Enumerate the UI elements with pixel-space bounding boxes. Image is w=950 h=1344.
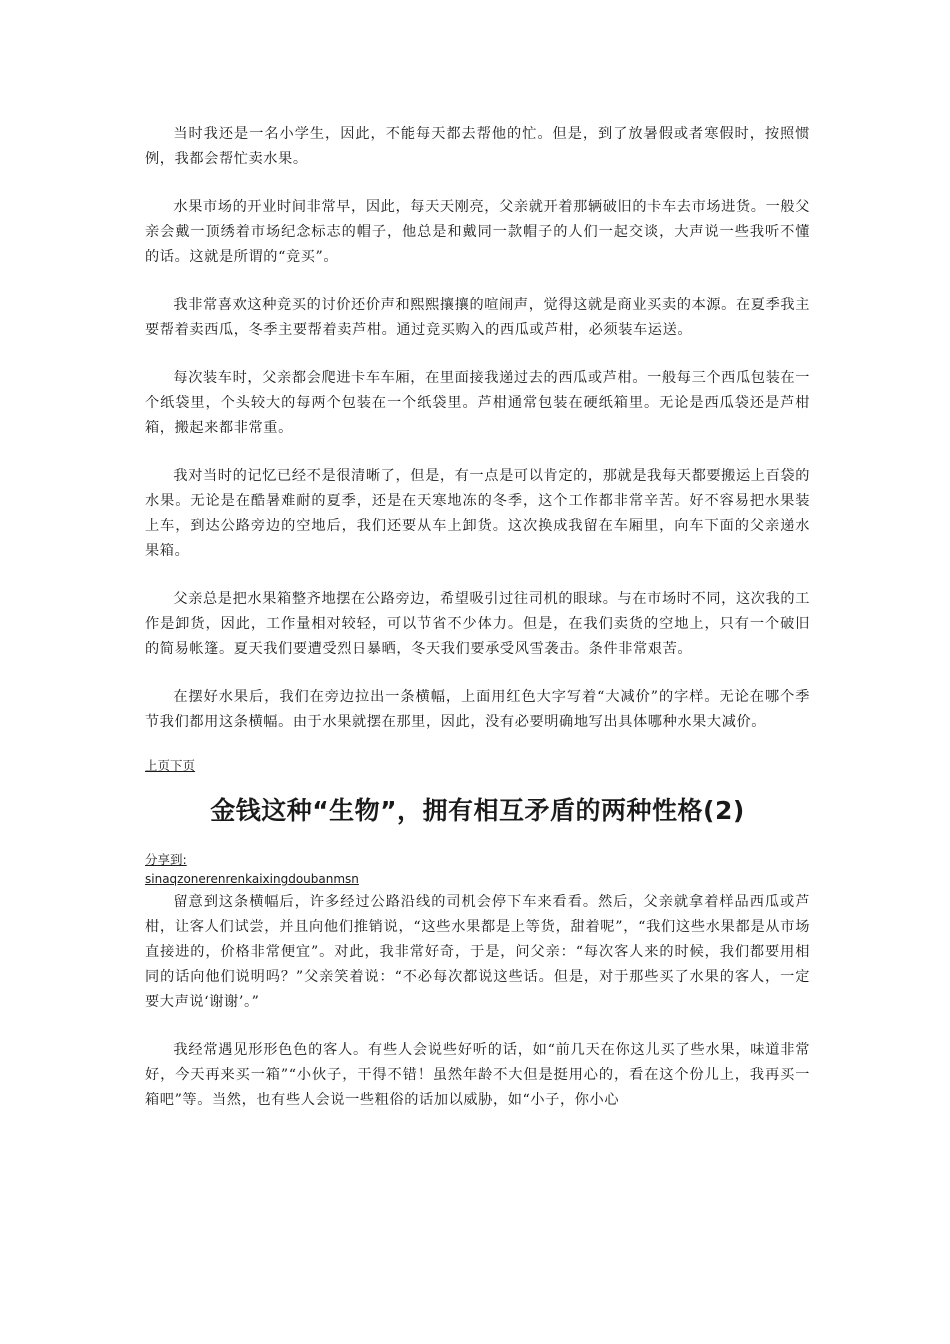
article-title: 金钱这种“生物”，拥有相互矛盾的两种性格(2)	[210, 796, 745, 825]
paragraph: 当时我还是一名小学生，因此，不能每天都去帮他的忙。但是，到了放暑假或者寒假时，按照惯例，我都会帮忙卖水果。	[145, 126, 810, 167]
share-links	[145, 870, 810, 888]
prev-page-link[interactable]: 上页	[145, 758, 171, 773]
share-label[interactable]: 分享到:	[145, 852, 187, 867]
share-qzone-link[interactable]: qzone	[169, 872, 206, 886]
paragraph: 留意到这条横幅后，许多经过公路沿线的司机会停下车来看看。然后，父亲就拿着样品西瓜或芦柑，让客人们试尝，并且向他们推销说，“这些水果都是上等货，甜着呢”，“我们这些水果都是从市场直接进的，价格非常便宜”。对此，我非常好奇，于是，问父亲：“每次客人来的时候，我们都要用相同的话向他们说明吗？”父亲笑着说：“不必每次都说这些话。但是，对于那些买了水果的客人，一定要大声说‘谢谢’。”	[145, 894, 810, 1010]
share-renren-link[interactable]: renren	[205, 872, 246, 886]
document-page	[145, 122, 810, 1136]
paragraph: 我经常遇见形形色色的客人。有些人会说些好听的话，如“前几天在你这儿买了些水果，味道非常好，今天再来买一箱”“小伙子，干得不错！虽然年龄不大但是挺用心的，看在这个份儿上，我再买一箱吧”等。当然，也有些人会说一些粗俗的话加以威胁，如“小子，你小心	[145, 1042, 810, 1108]
share-msn-link[interactable]: msn	[333, 872, 359, 886]
share-sina-link[interactable]: sina	[145, 872, 170, 886]
share-section	[145, 850, 810, 870]
paragraph: 我对当时的记忆已经不是很清晰了，但是，有一点是可以肯定的，那就是我每天都要搬运上百袋的水果。无论是在酷暑难耐的夏季，还是在天寒地冻的冬季，这个工作都非常辛苦。好不容易把水果装上车，到达公路旁边的空地后，我们还要从车上卸货。这次换成我留在车厢里，向车下面的父亲递水果箱。	[145, 468, 810, 559]
share-kaixing-link[interactable]: kaixing	[245, 872, 289, 886]
paragraph: 我非常喜欢这种竞买的讨价还价声和熙熙攘攘的喧闹声，觉得这就是商业买卖的本源。在夏季我主要帮着卖西瓜，冬季主要帮着卖芦柑。通过竞买购入的西瓜或芦柑，必须装车运送。	[145, 297, 810, 338]
page-navigation	[145, 758, 810, 774]
paragraph: 在摆好水果后，我们在旁边拉出一条横幅，上面用红色大字写着“大减价”的字样。无论在哪个季节我们都用这条横幅。由于水果就摆在那里，因此，没有必要明确地写出具体哪种水果大减价。	[145, 689, 810, 730]
paragraph: 每次装车时，父亲都会爬进卡车车厢，在里面接我递过去的西瓜或芦柑。一般每三个西瓜包装在一个纸袋里，个头较大的每两个包装在一个纸袋里。芦柑通常包装在硬纸箱里。无论是西瓜袋还是芦柑箱，搬起来都非常重。	[145, 370, 810, 436]
next-page-link[interactable]: 下页	[170, 758, 196, 773]
paragraph: 父亲总是把水果箱整齐地摆在公路旁边，希望吸引过往司机的眼球。与在市场时不同，这次我的工作是卸货，因此，工作量相对较轻，可以节省不少体力。但是，在我们卖货的空地上，只有一个破旧的简易帐篷。夏天我们要遭受烈日暴晒，冬天我们要承受风雪袭击。条件非常艰苦。	[145, 591, 810, 657]
share-douban-link[interactable]: douban	[288, 872, 334, 886]
paragraph: 水果市场的开业时间非常早，因此，每天天刚亮，父亲就开着那辆破旧的卡车去市场进货。一般父亲会戴一顶绣着市场纪念标志的帽子，他总是和戴同一款帽子的人们一起交谈，大声说一些我听不懂的话。这就是所谓的“竞买”。	[145, 199, 810, 265]
